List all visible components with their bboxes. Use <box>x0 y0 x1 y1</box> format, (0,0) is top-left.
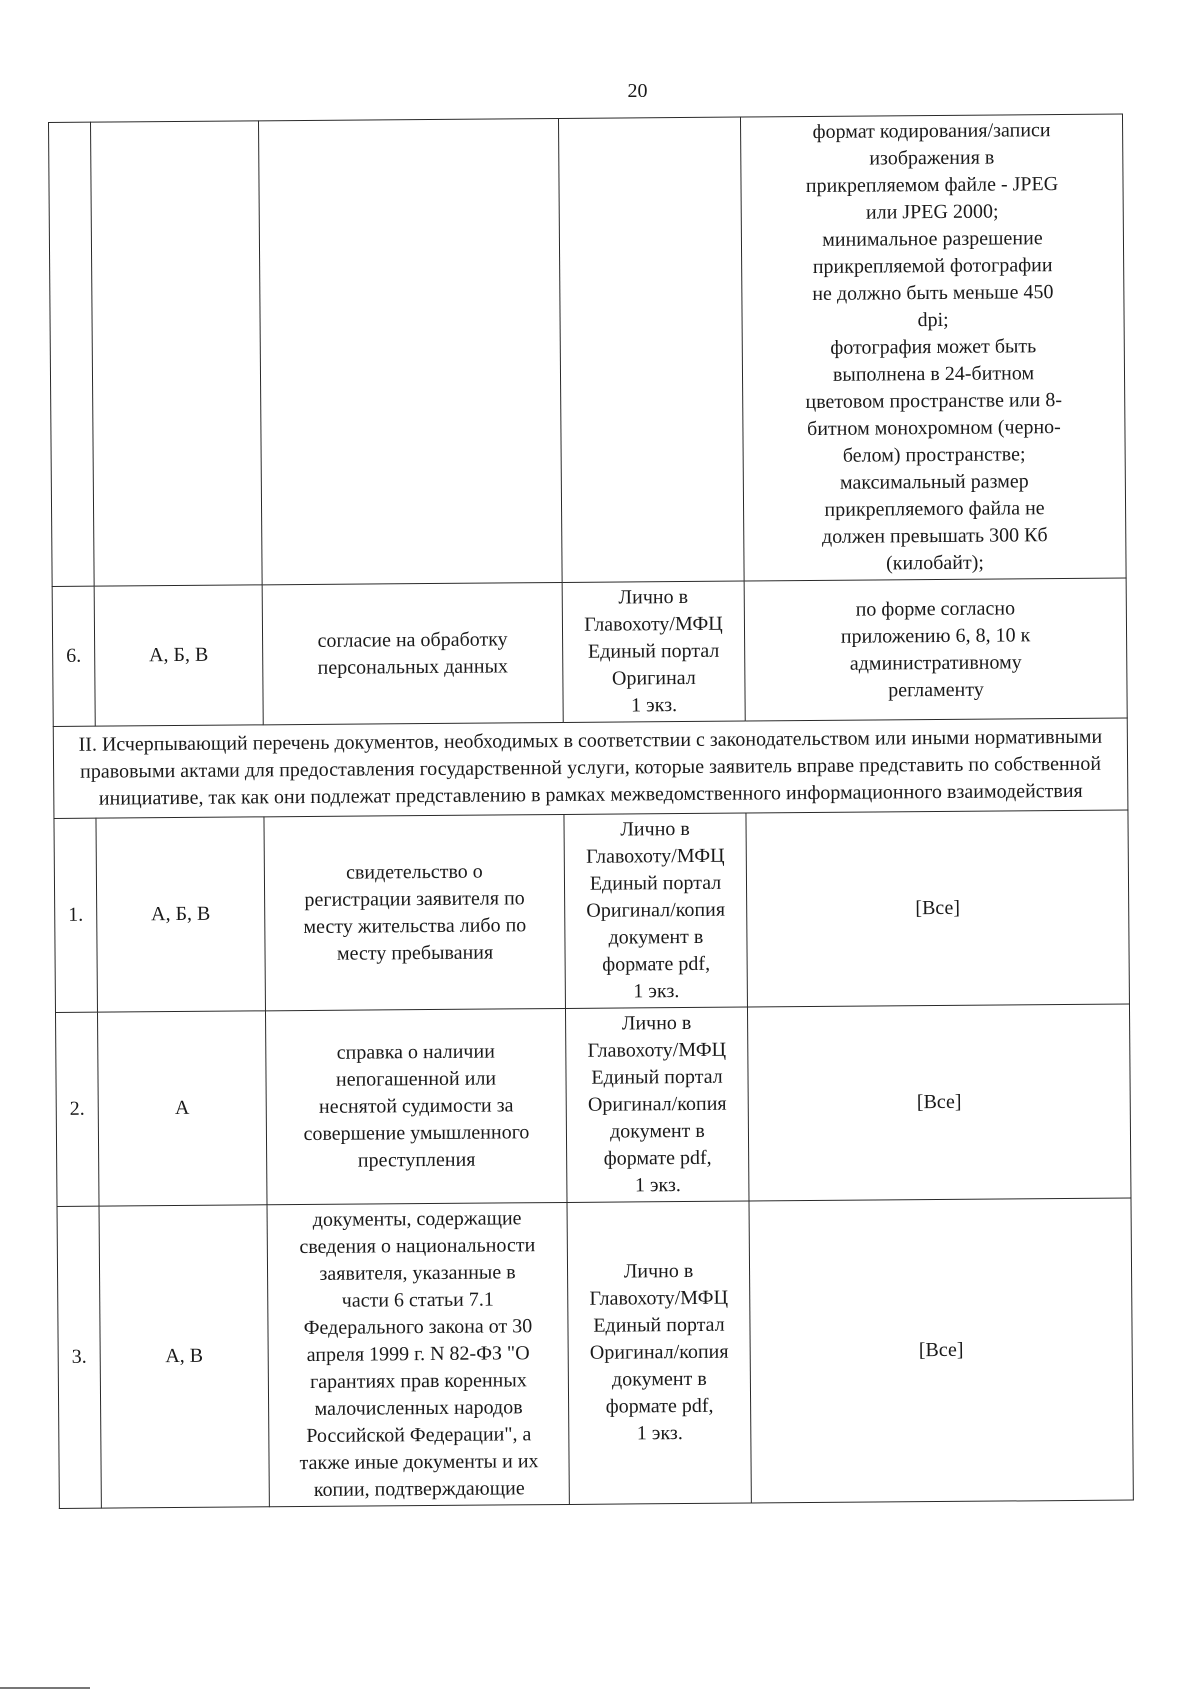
submission-cell <box>558 117 744 582</box>
submission-cell: Лично в Главохоту/МФЦ Единый портал Оригинал/копия документ в формате pdf, 1 экз. <box>567 1201 751 1504</box>
category-cell <box>91 121 263 586</box>
documents-table <box>48 114 1134 1509</box>
row-number-cell: 3. <box>57 1206 101 1508</box>
requirements-cell: формат кодирования/записи изображения в прикрепляемом файле - JPEG или JPEG 2000; минимальное разрешение прикрепляемой фотографии не должно быть меньше 450 dpi; фотография может быть выполнена в 24-битном цветовом пространстве или 8- битном монохромном (черно- белом) пространстве; максимальный размер прикрепляемого файла не должен превышать 300 Кб (килобайт); <box>740 114 1126 581</box>
table-row-continuation <box>49 114 1127 586</box>
requirements-cell: по форме согласно приложению 6, 8, 10 к административному регламенту <box>744 578 1127 721</box>
category-cell: А <box>97 1011 267 1206</box>
document-cell: документы, содержащие сведения о национальности заявителя, указанные в части 6 статьи 7.1 Федерального закона от 30 апреля 1999 г. N 82-ФЗ "О гарантиях прав коренных малочисленных народов Российской Федерации", а также иные документы и их копии, подтверждающие <box>267 1202 569 1506</box>
page-number: 20 <box>627 80 648 102</box>
requirements-cell: [Все] <box>746 810 1130 1007</box>
submission-cell: Лично в Главохоту/МФЦ Единый портал Оригинал 1 экз. <box>562 581 745 722</box>
table-row <box>55 1004 1130 1206</box>
submission-cell: Лично в Главохоту/МФЦ Единый портал Оригинал/копия документ в формате pdf, 1 экз. <box>564 813 748 1008</box>
scan-edge-mark <box>0 1687 90 1689</box>
section-heading: II. Исчерпывающий перечень документов, необходимых в соответствии с законодательством или иными нормативными правовыми актами для предоставления государственной услуги, которые заявитель вправе представить по собственной инициативе, так как они подлежат представлению в рамках межведомственного информационного взаимодействия <box>53 718 1128 818</box>
category-cell: А, Б, В <box>94 585 263 726</box>
requirements-cell: [Все] <box>749 1198 1133 1503</box>
category-cell: А, Б, В <box>96 817 266 1012</box>
table-row <box>57 1198 1133 1508</box>
document-cell <box>258 118 562 584</box>
document-cell: свидетельство о регистрации заявителя по месту жительства либо по месту пребывания <box>264 814 566 1010</box>
row-number-cell: 6. <box>52 586 95 726</box>
table-row-6 <box>52 578 1127 726</box>
row-number-cell: 1. <box>54 818 98 1012</box>
submission-cell: Лично в Главохоту/МФЦ Единый портал Оригинал/копия документ в формате pdf, 1 экз. <box>565 1007 749 1202</box>
document-cell: согласие на обработку персональных данных <box>262 582 563 724</box>
table-row <box>54 810 1129 1012</box>
document-cell: справка о наличии непогашенной или неснятой судимости за совершение умышленного преступления <box>265 1008 567 1204</box>
row-number-cell: 2. <box>55 1012 99 1206</box>
category-cell: А, В <box>99 1205 269 1508</box>
requirements-cell: [Все] <box>747 1004 1131 1201</box>
row-number-cell <box>49 122 95 586</box>
section-heading-row <box>53 718 1128 818</box>
